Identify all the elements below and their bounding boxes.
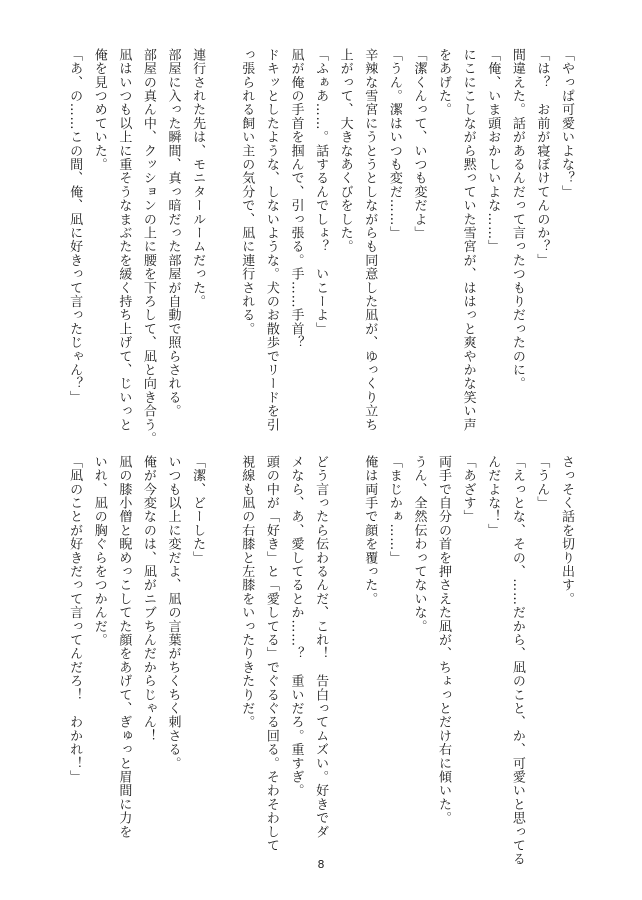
text-line: 「うん。潔はいつも変だ……」 bbox=[386, 48, 402, 240]
text-line: 部屋に入った瞬間、真っ暗だった部屋が自動で照らされる。 bbox=[165, 48, 181, 418]
text-line: 「あ、の……この間、俺、凪に好きって言ったじゃん？」 bbox=[67, 48, 83, 405]
text-line: 凪はいつも以上に重そうなまぶたを緩く持ち上げて、じいっと bbox=[116, 48, 132, 432]
text-line bbox=[209, 48, 234, 388]
text-line: 「うん」 bbox=[534, 455, 550, 510]
upper-text-block bbox=[62, 48, 578, 446]
text-line: いれ、凪の胸ぐらをつかんだ。 bbox=[91, 455, 107, 647]
text-line bbox=[209, 455, 234, 785]
text-line: 視線も凪の右膝と左膝をいったりきたりだ。 bbox=[239, 455, 255, 729]
text-line: いつも以上に変だよ、凪の言葉がちくちく刺さる。 bbox=[165, 455, 181, 771]
text-line: さっそく話を切り出す。 bbox=[559, 455, 574, 606]
text-line: 凪の膝小僧と睨めっこしてた顔をあげて、ぎゅっと眉間に力を bbox=[116, 455, 132, 839]
text-line: 「ふぁあ……。話するんでしょ？ いこーよ」 bbox=[313, 48, 329, 336]
text-line: 連行された先は、モニタールームだった。 bbox=[190, 48, 206, 309]
text-line: をあげた。 bbox=[436, 48, 452, 117]
text-line: 「凪のことが好きだって言ってんだろ！ わかれ！」 bbox=[67, 455, 83, 784]
text-line: 部屋の真ん中、クッションの上に腰を下ろして、凪と向き合う。 bbox=[140, 48, 156, 446]
text-line: 「まじかぁ……」 bbox=[386, 455, 402, 565]
text-line: 「俺、いま頭おかしいよな……」 bbox=[485, 48, 501, 254]
text-line: 「あざす」 bbox=[460, 455, 476, 524]
text-line: 間違えた。話があるんだって言ったつもりだったのに。 bbox=[509, 48, 525, 391]
text-line: 俺を見つめていた。 bbox=[91, 48, 107, 172]
text-line: うん、全然伝わってないな。 bbox=[411, 455, 427, 634]
text-line: 頭の中が「好き」と「愛してる」でぐるぐる回る。そわそわして bbox=[263, 455, 279, 853]
text-line: 俺は両手で顔を覆った。 bbox=[362, 455, 378, 606]
text-line: 両手で自分の首を押さえた凪が、ちょっとだけ右に傾いた。 bbox=[436, 455, 452, 825]
text-line: にこにこしながら黙っていた雪宮が、ははっと爽やかな笑い声 bbox=[460, 48, 476, 432]
text-line: っ張られる飼い主の気分で、凪に連行される。 bbox=[239, 48, 255, 336]
text-line: 辛辣な雪宮にうとうとしながらも同意した凪が、ゆっくり立ち bbox=[362, 48, 378, 432]
text-line: 「は？ お前が寝ぼけてんのか？」 bbox=[534, 48, 550, 268]
text-line: メなら、あ、愛してるとか……？ 重いだろ。重すぎ。 bbox=[288, 455, 304, 798]
text-line: 「潔、どーした」 bbox=[190, 455, 206, 565]
text-line: 凪が俺の手首を掴んで、引っ張る。手……手首？ bbox=[288, 48, 304, 350]
text-line: 「やっぱ可愛いよな？」 bbox=[559, 48, 574, 199]
text-line: 上がって、大きなあくびをした。 bbox=[337, 48, 353, 254]
text-line: 俺が今変なのは、凪がニブちんだからじゃん！ bbox=[140, 455, 156, 743]
lower-text-block bbox=[62, 455, 578, 866]
text-line: ドキッとしたような、しないような。犬のお散歩でリードを引 bbox=[263, 48, 279, 432]
text-line: んだよな！」 bbox=[485, 455, 501, 538]
text-line: どう言ったら伝わるんだ、これ！ 告白ってムズい。好きでダ bbox=[313, 455, 329, 839]
text-line: 「潔くんって、いつも変だよ」 bbox=[411, 48, 427, 240]
text-line bbox=[332, 455, 357, 785]
page-number: 8 bbox=[317, 858, 325, 871]
text-line: 「えっとな、その、……だから、凪のこと、か、可愛いと思ってる bbox=[509, 455, 525, 866]
